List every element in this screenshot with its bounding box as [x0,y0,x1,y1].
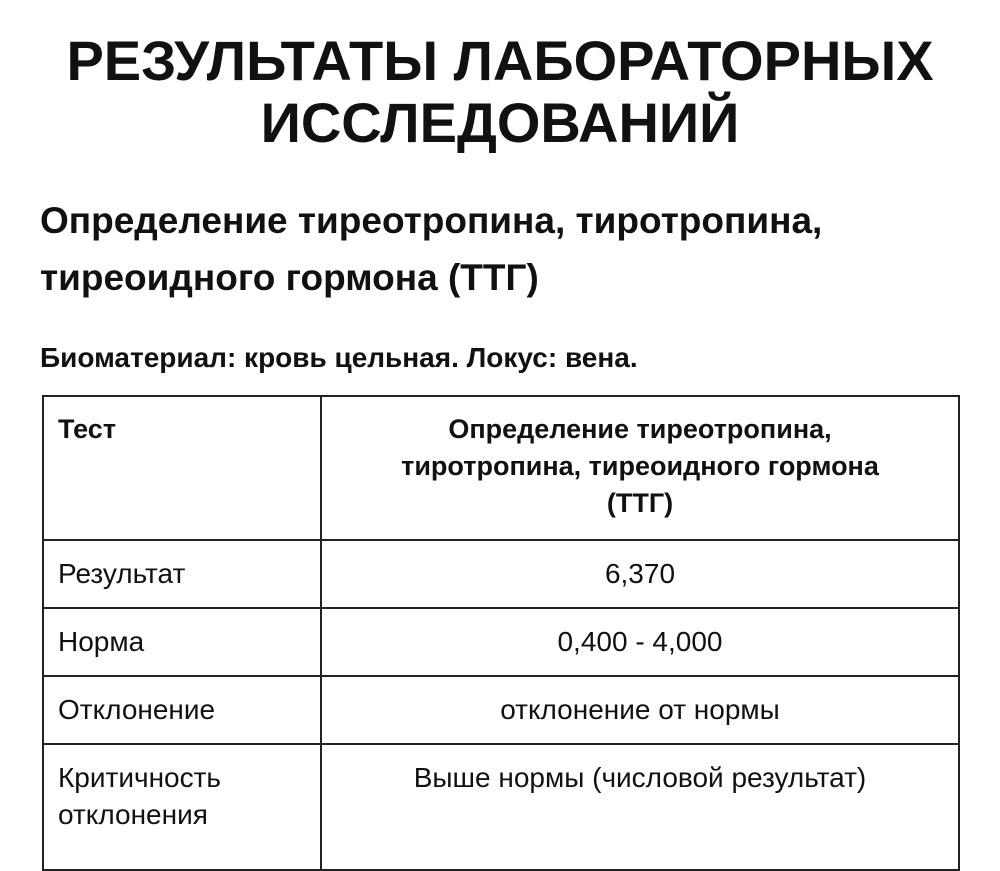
page-title [0,30,1000,154]
header-value-line-1: Определение тиреотропина, [448,414,832,444]
page-title-line-2: ИССЛЕДОВАНИЙ [260,91,740,154]
result-label: Результат [43,540,321,608]
header-value-cell [321,396,959,540]
test-title-line-2: тиреоидного гормона (ТТГ) [40,257,539,298]
header-value-line-3: (ТТГ) [606,488,674,518]
test-title [40,192,980,306]
test-title-line-1: Определение тиреотропина, тиротропина, [40,200,823,241]
deviation-label: Отклонение [43,676,321,744]
table-row-result [43,540,959,608]
norm-label: Норма [43,608,321,676]
header-label-cell: Тест [43,396,321,540]
table-row-norm [43,608,959,676]
result-value: 6,370 [321,540,959,608]
biomaterial-info: Биоматериал: кровь цельная. Локус: вена. [40,342,638,373]
norm-value: 0,400 - 4,000 [321,608,959,676]
table-row-deviation [43,676,959,744]
page-title-line-1: РЕЗУЛЬТАТЫ ЛАБОРАТОРНЫХ [66,29,934,92]
criticality-label: Критичность отклонения [43,744,321,870]
results-table [42,395,960,871]
table-header-row [43,396,959,540]
header-value-line-2: тиротропина, тиреоидного гормона [401,451,879,481]
table-row-criticality [43,744,959,870]
deviation-value: отклонение от нормы [321,676,959,744]
criticality-value: Выше нормы (числовой результат) [321,744,959,870]
